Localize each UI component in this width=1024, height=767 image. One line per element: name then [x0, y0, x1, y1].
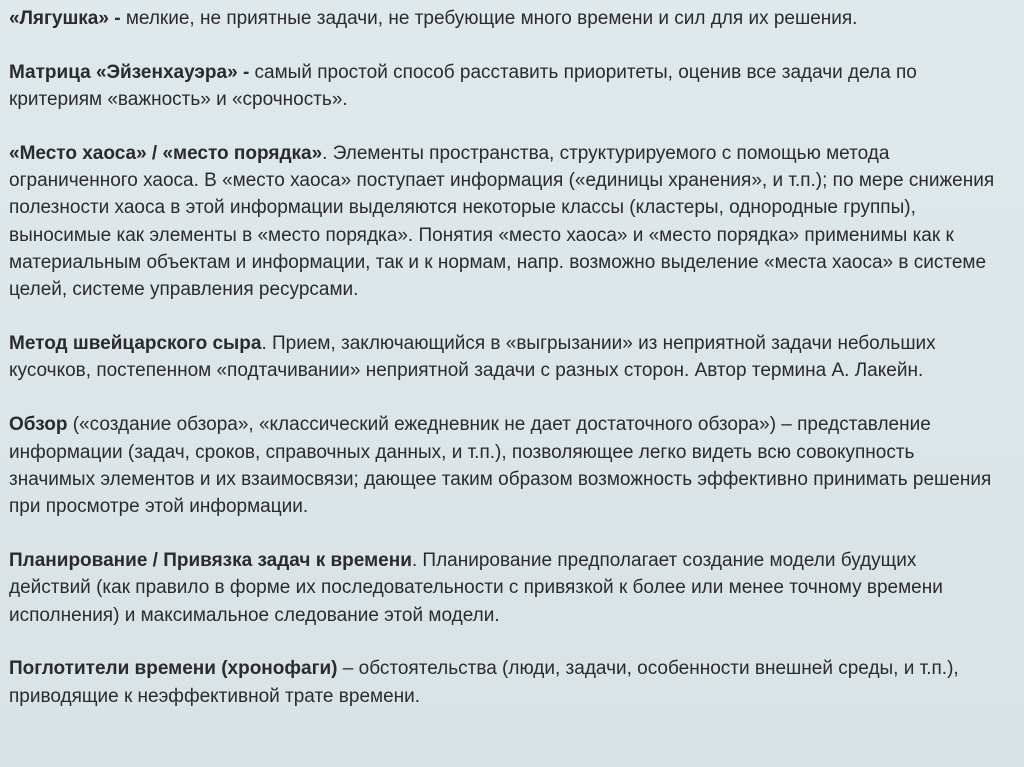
glossary-term: Обзор [9, 414, 68, 436]
glossary-definition: («создание обзора», «классический ежедневник не дает достаточного обзора») – представление информации (задач, сроков, справочных данных, и т.п.), позволяющее легко видеть всю совокупность значимых элементов и их взаимосвязи; дающее таким образом возможность эффективно принимать решения при просмотре этой информации. [9, 414, 992, 518]
glossary-definition: мелкие, не приятные задачи, не требующие много времени и сил для их решения. [120, 8, 858, 29]
glossary-term: «Лягушка» - [9, 8, 121, 29]
glossary-entry-frog [9, 5, 1000, 32]
glossary-definition: . Элементы пространства, структурируемого с помощью метода ограниченного хаоса. В «место хаоса» поступает информация («единицы хранения», и т.п.); по мере снижения полезности хаоса в этой информации выделяются некоторые классы (кластеры, однородные группы), выносимые как элементы в «место порядка». Понятия «место хаоса» и «место порядка» применимы как к материальным объектам и информации, так и к нормам, напр. возможно выделение «места хаоса» в системе целей, системе управления ресурсами. [9, 142, 995, 301]
glossary-entry-planning [9, 547, 1000, 629]
glossary-term: Поглотители времени (хронофаги) [9, 658, 338, 680]
glossary-term: Планирование / Привязка задач к времени [9, 549, 412, 571]
glossary-term: Метод швейцарского сыра [9, 333, 262, 355]
glossary-definition: . Планирование предполагает создание модели будущих действий (как правило в форме их последовательности с привязкой к более или менее точному времени исполнения) и максимальное следование этой модели. [9, 549, 943, 626]
glossary-entry-time-wasters [9, 655, 1000, 710]
glossary-definition: самый простой способ расставить приоритеты, оценив все задачи дела по критериям «важность» и «срочность». [9, 61, 917, 111]
glossary-entry-overview [9, 411, 1000, 520]
glossary-term: «Место хаоса» / «место порядка» [9, 142, 323, 164]
glossary-entry-swiss-cheese [9, 330, 1000, 385]
glossary-term: Матрица «Эйзенхауэра» - [9, 61, 250, 83]
glossary-entry-chaos-order [9, 140, 1000, 304]
glossary-entry-eisenhower-matrix [9, 59, 1000, 114]
glossary-definition: . Прием, заключающийся в «выгрызании» из неприятной задачи небольших кусочков, постепенном «подтачивании» неприятной задачи с разных сторон. Автор термина А. Лакейн. [9, 333, 936, 382]
glossary-definition: – обстоятельства (люди, задачи, особенности внешней среды, и т.п.), приводящие к неэффективной трате времени. [9, 658, 959, 707]
